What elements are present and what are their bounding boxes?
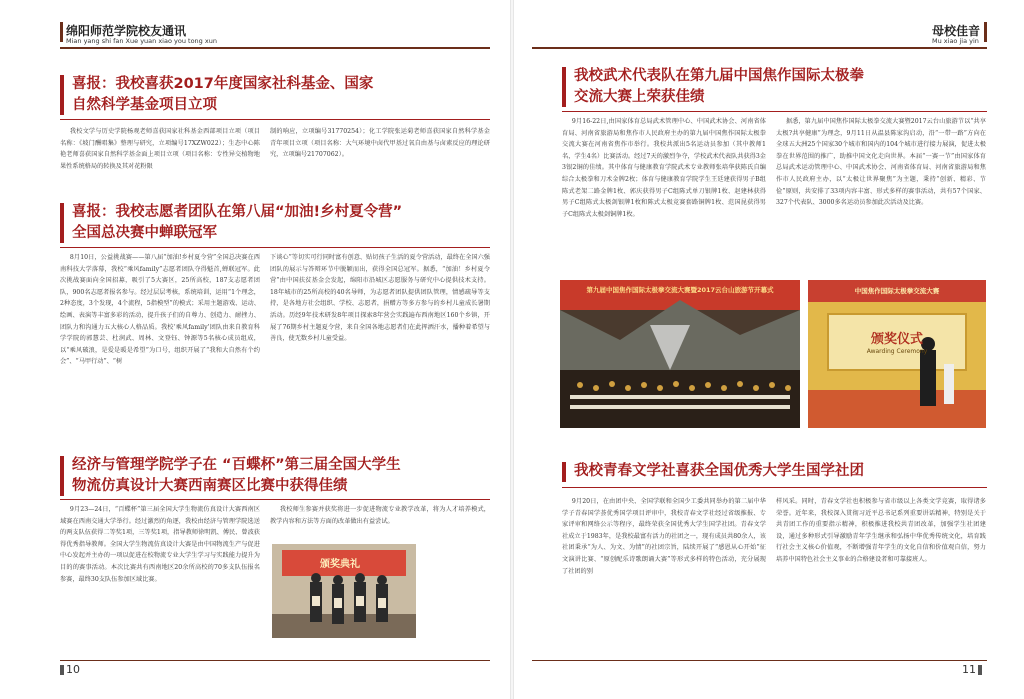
article-3-column-1: 9月23—24日，“百蝶杯”第三届全国大学生物流仿真设计大赛西南区域赛在西南交通大学举行。经过激烈的角逐，我校由经济与管理学院选送的两支队伍获得二等奖1项，三等奖1项，指导教师徐明凯、傅民、曾波获得优秀指导教师。全国大学生物流仿真设计大赛是由中国物流生产与促进中心发起并主办的一项以促进在校物流专业大学生学习与实践能力提升为目的的赛事活动。本次比赛共有西南地区20余所高校的70多支队伍报名参赛，最终30支队伍参加区域比赛。: [60, 506, 260, 583]
article-2-column-2: 下谈心”等切实可行同时富有创意、贴切孩子生活的夏令营活动，最终在全国六强团队的展示与答辩环节中脱颖而出，获得全国总冠军。据悉，“加油！乡村夏令营”由中国扶贫基金会发起，绵阳市沿城区志愿服务与研究中心提供技术支持。18年城市的25所高校的40名导师，为志愿者团队提供团队管理，情感疏导等支持，是各地方社会组织、学校、志愿者，捐赠方等多方参与的乡村儿童成长暑期活动。历经9年技术研发8年项目探索8年营会实践遍布西南地区160个乡镇，开展了76期乡村主题夏令营，来自全国各地志愿者们在此挥洒汗水，播种着希望与善良，使无数乡村儿童受益。: [270, 254, 490, 343]
taiji-opening-ceremony-photo: [560, 280, 800, 428]
header-accent-bar: [60, 22, 63, 42]
header-rule: [60, 47, 490, 49]
article-5-title: 我校青春文学社喜获全国优秀大学生国学社团: [574, 463, 864, 479]
article-2-title: 喜报：我校志愿者团队在第八届“加油!乡村夏令营” 全国总决赛中蝉联冠军: [72, 204, 403, 241]
article-4-title: 我校武术代表队在第九届中国焦作国际太极拳 交流大赛上荣获佳绩: [574, 68, 864, 105]
right-page: [512, 0, 1024, 699]
article-3-column-2: 我校师生参赛并获奖将进一步促进物流专业教学改革，将为人才培养模式，教学内容和方法等方面的改革做出有益尝试。: [270, 506, 490, 525]
photo-banner-text: 颁奖典礼: [320, 559, 360, 570]
page-number-mark: [978, 665, 982, 675]
headline-accent-bar: [60, 75, 64, 115]
article-4-column-2: 据悉，第九届中国焦作国际太极拳交流大赛暨2017云台山旅游节以“共享太极?共享健康”为理念，9月11日从温县陈家沟启动，沿“一带一路”方向在全球五大洲25个国家30个城市和国内的104个城市进行接力展演，促进太极拳在世界范围的推广，助推中国文化走向世界。本届“一赛一节”由国家体育总局武术运动管理中心、中国武术协会、河南省体育局、河南省旅游局和焦作市人民政府主办，以“太极让世界聚焦”为主题，秉持“创新、精彩、节俭”原则，共安排了33项内容丰富、形式多样的赛事活动，共有57个国家、327个代表队、3000多名运动员参加此次活动及比赛。: [776, 118, 986, 207]
award-ceremony-photo: [272, 544, 416, 638]
headline-accent-bar: [60, 203, 64, 243]
article-5-column-1: 9月20日，在由团中央、全国学联和全国少工委共同举办的第二届中华学子青春国学荟优秀国学项目评审中，我校青春文学社经过省级推报、专家评审和网络公示等程序，最终荣获全国优秀大学生国学社团。青春文学社成立于1983年，是我校最富有活力的社团之一，现有成员共80余人，该社团秉承“为人、为文、为情”的社团宗旨，陆续开展了“感恩从心开始”征文演讲比赛、“原创配乐诗歌朗诵大赛”等形式多样的特色活动，充分展现了社团的别: [562, 498, 766, 575]
awarding-board-text: 颁奖仪式: [870, 332, 923, 347]
page-number: 10: [66, 663, 80, 676]
ceremony-banner-text: 第九届中国焦作国际太极拳交流大赛暨2017云台山旅游节开幕式: [586, 286, 774, 294]
headline-rule: [60, 119, 490, 120]
headline-rule: [562, 111, 987, 112]
magazine-subtitle: Mian yang shi fan Xue yuan xiao you tong xun: [66, 37, 217, 45]
headline-rule: [60, 247, 490, 248]
headline-accent-bar: [562, 67, 566, 107]
section-subtitle: Mu xiao jia yin: [932, 37, 979, 45]
page-number-mark: [60, 665, 64, 675]
article-2-column-1: 8月10日，公益挑战赛——第八届“加油!乡村夏令营”全国总决赛在西南科技大学落幕，我校“乘风family”志愿者团队夺得魁首,蝉联冠军。此次挑战赛面向全国招募，吸引了5大赛区，25所高校，187支志愿者团队，900名志愿者报名参与。经过层层考核，系统培训，运用“1个理念，2种态度，3个发现，4个流程，5指模型”的模式；采用主题游戏、运动、绘画、表演等丰富多彩的活动，提升孩子们的自尊力、创造力、耐挫力、团队力和沟通力五大核心人格品质。我校‘乘风family’团队由来自教育科学学院的郭慧芸、杜润武、周林、文登钰、钟源等5名核心成员组成，以“乘风破浪，是爱是暖是希望”为口号，组织开展了“我和大自然有个约会”、“马甲行动”、“树: [60, 254, 260, 366]
headline-rule: [562, 487, 987, 488]
awarding-board-subtext: Awarding Ceremony: [866, 348, 928, 355]
page-number: 11: [962, 663, 976, 676]
article-1-column-1: 我校文学与历史学院杨观老师喜获国家社科基金西部项目立项（项目名称：《坡门酬唱集》整理与研究，立项编号17XZW022）；生态中心陈艳老师喜获国家自然科学基金面上项目立项（项目名称：专性异交植物地果性系统格局的转换及其对花粉限: [60, 128, 260, 170]
section-title: 母校佳音: [932, 24, 981, 38]
awarding-banner-text: 中国焦作国际太极拳交流大赛: [854, 287, 940, 295]
header-accent-bar: [984, 22, 987, 42]
opening-ceremony-illustration: [560, 280, 800, 428]
article-5-column-2: 样风采。同时，青春文学社也积极参与省市级以上各类文学竞赛，取得诸多荣誉。近年来，我校深入贯彻习近平总书记系列重要讲话精神，特别是关于共青团工作的重要指示精神，积极推进我校共青团改革，加强学生社团建设，通过多种形式引导激励青年学生继承和弘扬中华优秀传统文化，培育践行社会主义核心价值观，不断增强青年学生的文化自信和价值观自信，努力培养中国特色社会主义事业的合格建设者和可靠接班人。: [776, 498, 986, 563]
article-1-column-2: 制的响应，立项编号31770254）；化工学院张运菊老师喜获国家自然科学基金青年项目立项（项目名称：大气环境中卤代甲基过氧自由基与卤素反应的理论研究，立项编号21707062）。: [270, 128, 490, 159]
article-1-title: 喜报：我校喜获2017年度国家社科基金、国家 自然科学基金项目立项: [72, 76, 374, 113]
headline-accent-bar: [60, 456, 64, 496]
headline-accent-bar: [562, 462, 566, 482]
header-rule: [532, 47, 987, 49]
article-3-title: 经济与管理学院学子在 “百蝶杯”第三届全国大学生 物流仿真设计大赛西南赛区比赛中获得佳绩: [72, 457, 401, 494]
article-4-column-1: 9月16-22日,由国家体育总局武术管理中心、中国武术协会、河南省体育局、河南省旅游局和焦作市人民政府主办的第九届中国焦作国际太极拳交流大赛在河南省焦作市举行。我校共派出5名运动员参加（其中教师1名，学生4名）比赛活动。经过7天的激烈争夺，学校武术代表队共获得3金3银2铜的佳绩。其中体育与健康教育学院武术专业教师张培华获陈氏自编综合太极拳和刀术金牌2枚；体育与健康教育学院学生王廷建获得男子B组陈式老架二路金牌1枚、郭庆获得男子C组陈式单刀银牌1枚、赵建林获得男子C组陈式太极剑银牌1枚和陈式太极竞赛套路铜牌1枚、范国昆获得男子C组陈式太极剑铜牌1枚。: [562, 118, 766, 218]
footer-rule: [60, 660, 490, 661]
magazine-title: 绵阳师范学院校友通讯: [66, 24, 187, 38]
footer-rule: [532, 660, 987, 661]
headline-rule: [60, 499, 490, 500]
taiji-awarding-photo: [808, 280, 986, 428]
